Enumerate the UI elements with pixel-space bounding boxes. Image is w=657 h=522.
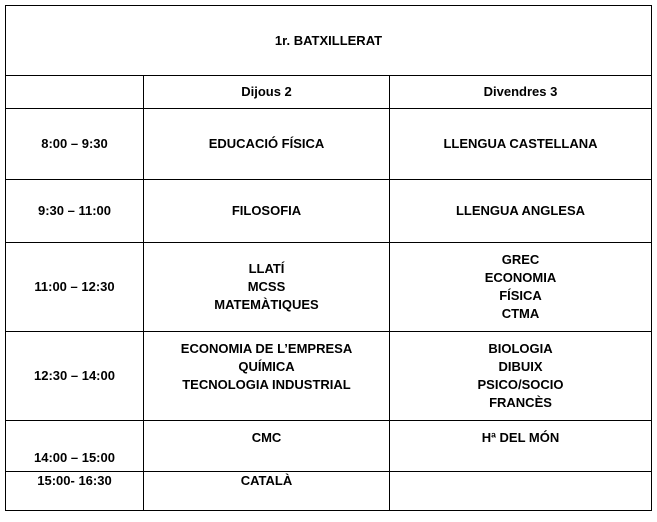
time-slot-row xyxy=(6,243,652,332)
time-slot-row xyxy=(6,332,652,421)
subject-label: LLATÍ xyxy=(248,261,285,276)
subject-label: QUÍMICA xyxy=(238,359,295,374)
subject-label: DIBUIX xyxy=(498,359,543,374)
subject-label: GREC xyxy=(501,252,540,267)
time-slot-row xyxy=(6,109,652,180)
time-cell: 11:00 – 12:30 xyxy=(6,243,144,332)
friday-subjects-cell xyxy=(390,180,652,243)
subject-label: CATALÀ xyxy=(240,473,293,488)
time-cell: 12:30 – 14:00 xyxy=(6,332,144,421)
subject-label: LLENGUA CASTELLANA xyxy=(443,136,598,151)
subject-label: PSICO/SOCIO xyxy=(477,377,564,392)
subject-label: BIOLOGIA xyxy=(488,341,553,356)
day-header-thursday: Dijous 2 xyxy=(144,76,390,109)
subject-label: EDUCACIÓ FÍSICA xyxy=(208,136,325,151)
thursday-subjects-cell xyxy=(144,243,390,332)
friday-subjects-cell xyxy=(390,332,652,421)
time-cell: 14:00 – 15:00 xyxy=(6,421,144,472)
subject-label: Hª DEL MÓN xyxy=(481,430,560,445)
friday-subjects-cell xyxy=(390,109,652,180)
schedule-title: 1r. BATXILLERAT xyxy=(6,6,652,76)
thursday-subjects-cell xyxy=(144,421,390,472)
subject-label: ECONOMIA DE L’EMPRESA xyxy=(180,341,353,356)
time-slot-row xyxy=(6,180,652,243)
subject-label: ECONOMIA xyxy=(484,270,557,285)
friday-subjects-cell xyxy=(390,421,652,472)
thursday-subjects-cell xyxy=(144,472,390,511)
subject-label: LLENGUA ANGLESA xyxy=(455,203,586,218)
header-row xyxy=(6,76,652,109)
time-cell: 15:00- 16:30 xyxy=(6,472,144,511)
time-slot-row xyxy=(6,472,652,511)
subject-label: MCSS xyxy=(247,279,286,294)
friday-empty-cell xyxy=(390,472,652,511)
header-empty-cell xyxy=(6,76,144,109)
title-row xyxy=(6,6,652,76)
time-cell: 9:30 – 11:00 xyxy=(6,180,144,243)
schedule-table xyxy=(5,5,652,511)
subject-label: MATEMÀTIQUES xyxy=(214,297,319,312)
time-cell: 8:00 – 9:30 xyxy=(6,109,144,180)
day-header-friday: Divendres 3 xyxy=(390,76,652,109)
friday-subjects-cell xyxy=(390,243,652,332)
thursday-subjects-cell xyxy=(144,180,390,243)
thursday-subjects-cell xyxy=(144,109,390,180)
subject-label: CMC xyxy=(251,430,282,445)
subject-label: FRANCÈS xyxy=(489,395,552,410)
subject-label: TECNOLOGIA INDUSTRIAL xyxy=(182,377,351,392)
subject-label: FÍSICA xyxy=(499,288,542,303)
subject-label: CTMA xyxy=(501,306,540,321)
thursday-subjects-cell xyxy=(144,332,390,421)
subject-label: FILOSOFIA xyxy=(231,203,302,218)
time-slot-row xyxy=(6,421,652,472)
